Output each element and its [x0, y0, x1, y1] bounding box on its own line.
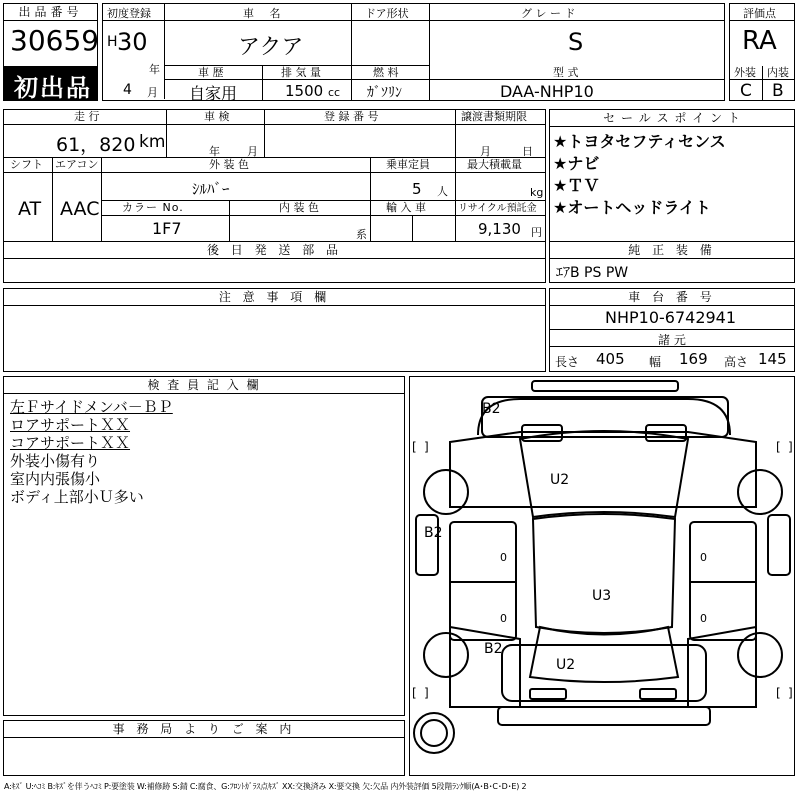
interior-color-label: 内 装 色 [279, 201, 319, 214]
history-label: 車 歴 [198, 66, 224, 79]
lot-box [3, 3, 98, 101]
history: 自家用 [189, 84, 238, 103]
length-label: 長さ [555, 355, 580, 369]
transfer-day: 日 [522, 145, 533, 158]
zero-mark-2: 0 [500, 612, 507, 625]
fuel-label: 燃 料 [373, 66, 399, 79]
inspector-line-2: ロアサポートＸＸ [10, 416, 131, 434]
sales-point-4: ★オートヘッドライト [553, 198, 711, 217]
later-parts-box [3, 241, 546, 283]
length: 405 [596, 350, 625, 368]
equipment-value: ｴｱB PS PW [556, 265, 629, 281]
recycle-label: リサイクル預託金 [458, 203, 537, 214]
inspector-line-4: 外装小傷有り [10, 452, 101, 470]
score-label: 評価点 [743, 7, 776, 20]
notes-title: 注 意 事 項 欄 [4, 289, 545, 306]
recycle-unit: 円 [531, 226, 542, 239]
car-diagram [410, 377, 796, 777]
load-unit: kg [530, 186, 544, 199]
era: H [107, 34, 118, 50]
chassis-title: 車 台 番 号 [550, 289, 794, 306]
equipment-box [549, 241, 795, 283]
model: DAA-NHP10 [500, 82, 594, 101]
mark-b2-front: B2 [482, 401, 501, 417]
interior-color-unit: 系 [356, 228, 367, 241]
plate-label: 登 録 番 号 [324, 110, 379, 123]
sales-point-2: ★ナビ [553, 154, 600, 173]
mileage: 61，820 [56, 134, 136, 156]
displacement: 1500 [285, 82, 324, 100]
year: 30 [117, 28, 148, 56]
capacity: 5 [412, 180, 422, 198]
ac: AAC [60, 198, 100, 220]
color: ｼﾙﾊﾞｰ [192, 180, 230, 198]
exterior-grade: C [740, 81, 752, 101]
chassis-box [549, 288, 795, 372]
notes-box [3, 288, 546, 372]
office-title: 事 務 局 よ り ご 案 内 [4, 721, 404, 738]
color-label: 外 装 色 [209, 158, 249, 171]
svg-text:[: [ [412, 686, 417, 700]
inspector-line-1: 左Ｆサイドメンバ－ＢＰ [10, 398, 173, 416]
recycle: 9,130 [478, 220, 521, 238]
inspector-title: 検 査 員 記 入 欄 [4, 377, 404, 394]
legend: A:ｷｽﾞ U:ﾍｺﾐ B:ｷｽﾞを伴うﾍｺﾐ P:要塗装 W:補修跡 S:錆 C:腐食、G:ﾌﾛﾝﾄｶﾞﾗｽ点ｷｽﾞ XX:交換済み X:要交換 欠:欠品 内外装評価 5段階ﾗﾝｸ順(A･B･C･D･E) 2 [4, 782, 527, 791]
sales-point-1: ★トヨタセフティセンス [553, 132, 726, 151]
inspection-label: 車 検 [204, 110, 230, 123]
grade-label: グ レ ー ド [521, 7, 576, 20]
mark-b2-rear: B2 [484, 641, 503, 657]
svg-text:]: ] [424, 440, 429, 454]
sales-points-title: セ ー ル ス ポ イ ン ト [550, 110, 794, 127]
inspector-box [3, 376, 405, 716]
transfer-label: 譲渡書類期限 [461, 110, 527, 123]
height-label: 高さ [724, 355, 749, 369]
shift: AT [18, 198, 42, 220]
transfer-month: 月 [480, 145, 491, 158]
inspector-line-5: 室内内張傷小 [10, 470, 101, 488]
car-name-label: 車 名 [243, 7, 287, 20]
sales-points-box [549, 109, 795, 242]
ac-label: エアコン [55, 158, 99, 171]
month: 4 [123, 82, 132, 98]
svg-text:[: [ [776, 686, 781, 700]
displacement-unit: cc [328, 86, 341, 99]
svg-text:]: ] [424, 686, 429, 700]
shift-label: シフト [10, 158, 43, 171]
mark-u3-roof: U3 [592, 588, 612, 604]
width: 169 [679, 350, 708, 368]
later-parts-title: 後 日 発 送 部 品 [4, 242, 545, 259]
insp-year-unit: 年 [209, 145, 220, 158]
mileage-label: 走 行 [74, 110, 100, 123]
mark-u2-hood: U2 [550, 472, 570, 488]
svg-text:[: [ [412, 440, 417, 454]
equipment-title: 純 正 装 備 [550, 242, 794, 259]
sales-point-3: ★ＴＶ [553, 176, 600, 195]
first-listing-text: 初出品 [14, 74, 92, 102]
inspector-line-3: コアサポートＸＸ [10, 434, 131, 452]
load-label: 最大積載量 [467, 158, 522, 171]
grade: S [568, 28, 584, 56]
interior-grade: B [772, 81, 784, 101]
import-label: 輸 入 車 [386, 201, 426, 214]
exterior-label: 外装 [734, 66, 756, 79]
door-label: ドア形状 [365, 7, 409, 20]
score: RA [742, 26, 777, 56]
score-box [729, 3, 795, 101]
chassis-number: NHP10-6742941 [605, 308, 737, 327]
capacity-label: 乗車定員 [386, 158, 430, 171]
lot-number: 30659 [10, 24, 100, 57]
month-unit: 月 [147, 86, 158, 99]
mark-b2-side: B2 [424, 525, 443, 541]
dimensions-title: 諸 元 [658, 333, 686, 347]
height: 145 [758, 350, 787, 368]
mileage-unit: km [139, 132, 166, 152]
color-no: 1F7 [152, 219, 182, 238]
zero-mark-1: 0 [500, 551, 507, 564]
zero-mark-4: 0 [700, 612, 707, 625]
displacement-label: 排 気 量 [281, 66, 321, 79]
model-label: 型 式 [553, 66, 579, 79]
lot-label: 出品番号 [4, 4, 97, 21]
vehicle-data-box [3, 109, 546, 242]
main-header-box [102, 3, 725, 101]
width-label: 幅 [649, 355, 662, 369]
interior-label: 内装 [767, 66, 789, 79]
zero-mark-3: 0 [700, 551, 707, 564]
year-unit: 年 [149, 63, 160, 76]
reg-label: 初度登録 [107, 7, 151, 20]
svg-text:]: ] [788, 686, 793, 700]
office-box [3, 720, 405, 776]
mark-u2-trunk: U2 [556, 657, 576, 673]
capacity-unit: 人 [437, 185, 448, 198]
car-name: アクア [238, 35, 304, 60]
car-diagram-box [409, 376, 795, 776]
insp-month-unit: 月 [247, 145, 258, 158]
inspector-line-6: ボディ上部小Ｕ多い [10, 488, 144, 506]
svg-text:]: ] [788, 440, 793, 454]
fuel: ｶﾞｿﾘﾝ [367, 85, 402, 101]
color-no-label: カラー No. [122, 201, 184, 214]
svg-text:[: [ [776, 440, 781, 454]
